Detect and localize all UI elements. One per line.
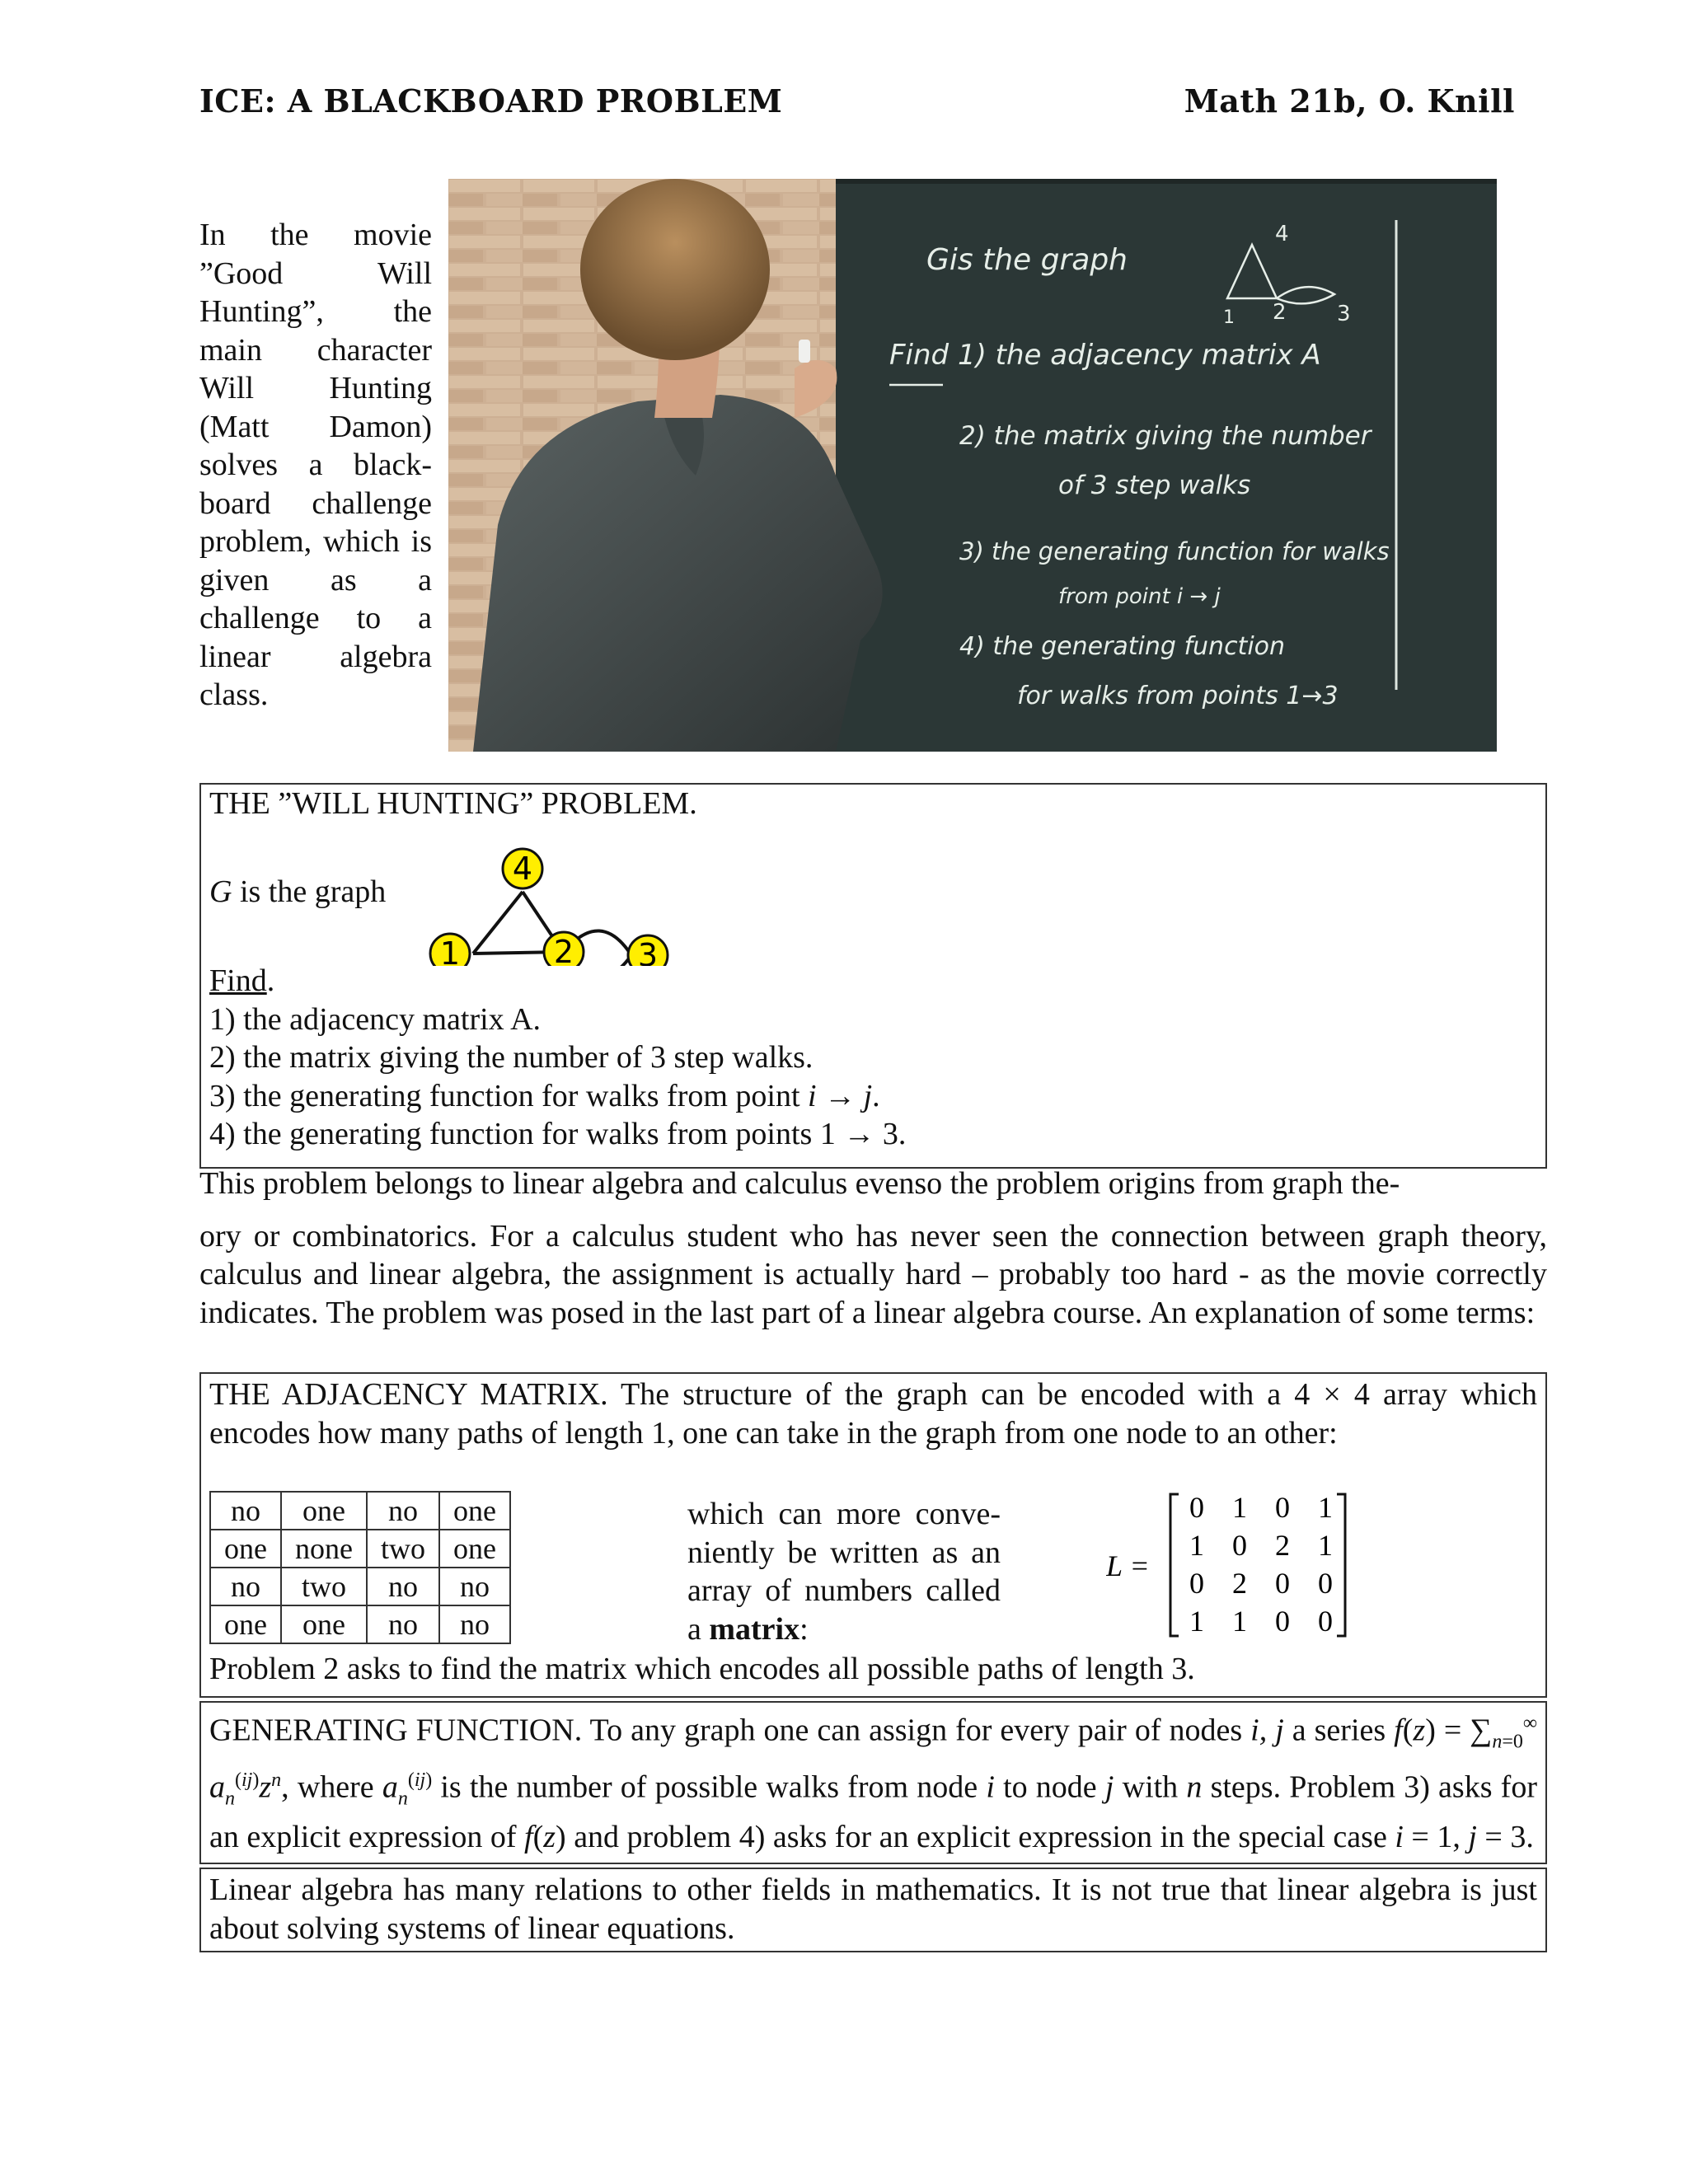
paragraph-rest: ory or combinatorics. For a calculus student who has never seen the connection between graph theory, calculus and linear algebra, the assignment is actually hard – probably too hard - as the movie correctly indicates. The problem was posed in the last part of a linear algebra course. An explanation of some terms: xyxy=(199,1218,1547,1330)
node-3-label: 3 xyxy=(637,937,659,966)
find-item-4: 4) the generating function for walks from points 1 → 3. xyxy=(209,1117,907,1151)
matrix-entry: 0 xyxy=(1189,1491,1204,1524)
find-word: Find xyxy=(209,963,267,998)
table-cell: one xyxy=(281,1605,367,1643)
matrix-entry: 1 xyxy=(1189,1529,1204,1562)
table-cell: no xyxy=(439,1568,510,1605)
edge-1-4 xyxy=(473,892,523,954)
table-row xyxy=(210,1605,510,1643)
matrix-entry: 1 xyxy=(1318,1529,1333,1562)
table-cell: one xyxy=(439,1530,510,1568)
problem-title: THE ”WILL HUNTING” PROBLEM. xyxy=(209,786,697,821)
matrix-bold-word: matrix xyxy=(709,1611,800,1647)
matrix-entry: 0 xyxy=(1275,1567,1290,1600)
matrix-right-bracket xyxy=(1337,1494,1345,1636)
explanation-paragraph xyxy=(199,1165,1547,1332)
chalk-label-4: 4 xyxy=(1275,222,1289,246)
adjacency-box xyxy=(199,1372,1547,1698)
adjacency-text: THE ADJACENCY MATRIX. The structure of the graph can be encoded with a 4 × 4 array which encodes how many paths of length 1, one can take in the graph from one node to an other: xyxy=(209,1377,1537,1451)
generating-text: GENERATING FUNCTION. To any graph one can assign for every pair of nodes i, j a series $f(z) = \sum_{n=0}^\infty$ $a_n^{(ij)}z^n$, where $a_n^{(ij)}$ is the number of possible walks from node i to node j with n steps. Problem 3) asks for an explicit expression of f(z) and problem 4) asks for an explicit expression in the special case i = 1, j = 3. xyxy=(209,1713,1538,1854)
matrix-entry: 1 xyxy=(1318,1491,1333,1524)
closing-box xyxy=(199,1868,1547,1952)
chalk-line-2: Find 1) the adjacency matrix A xyxy=(889,339,1321,372)
blackboard-photo xyxy=(448,179,1497,752)
chalk-line-3: 2) the matrix giving the number xyxy=(959,421,1372,451)
matrix-entry: 2 xyxy=(1275,1529,1290,1562)
closing-text: Linear algebra has many relations to other fields in mathematics. It is not true that linear algebra is just about solving systems of linear equations. xyxy=(209,1872,1537,1946)
matrix-entry: 1 xyxy=(1232,1605,1247,1638)
table-cell: one xyxy=(210,1530,281,1568)
find-suffix: . xyxy=(266,963,275,998)
matrix-entry: 0 xyxy=(1318,1567,1333,1600)
find-item-3: 3) the generating function for walks from point i → j. xyxy=(209,1078,880,1113)
matrix-conversion-text: which can more conve-niently be written as an array of numbers called a matrix: xyxy=(687,1497,1001,1647)
matrix-entry: 1 xyxy=(1232,1491,1247,1524)
table-cell: none xyxy=(281,1530,367,1568)
chalk-line-1: Gis the graph xyxy=(926,243,1128,277)
table-cell: no xyxy=(367,1605,439,1643)
intro-text: In the movie ”Good Will Hunting”, the main character Will Hunting (Matt Damon) solves a black-board challenge problem, which is given as a challenge to a linear algebra class. xyxy=(199,218,432,712)
find-item-2: 2) the matrix giving the number of 3 step walks. xyxy=(209,1040,814,1075)
header-title: ICE: A BLACKBOARD PROBLEM xyxy=(199,82,783,120)
header-course: Math 21b, O. Knill xyxy=(1184,82,1515,120)
matrix-entry: 0 xyxy=(1232,1529,1247,1562)
matrix-entry: 0 xyxy=(1275,1491,1290,1524)
table-cell: no xyxy=(367,1492,439,1530)
chalk-line-8: for walks from points 1→3 xyxy=(1017,682,1339,710)
graph-diagram xyxy=(407,809,762,966)
table-row xyxy=(210,1568,510,1605)
matrix-left-bracket xyxy=(1170,1494,1179,1636)
adjacency-footer: Problem 2 asks to find the matrix which encodes all possible paths of length 3. xyxy=(209,1652,1195,1686)
chalk-line-6: from point i → j xyxy=(1058,584,1221,609)
generating-function-box xyxy=(199,1701,1547,1864)
table-cell: no xyxy=(210,1568,281,1605)
chalk-label-3: 3 xyxy=(1337,302,1351,326)
node-1-label: 1 xyxy=(439,935,461,966)
chalk-label-1: 1 xyxy=(1223,307,1235,328)
table-cell: no xyxy=(210,1492,281,1530)
find-item-1: 1) the adjacency matrix A. xyxy=(209,1001,542,1037)
table-cell: one xyxy=(439,1492,510,1530)
table-cell: no xyxy=(439,1605,510,1643)
node-4-label: 4 xyxy=(512,851,533,887)
chalk-line-5: 3) the generating function for walks xyxy=(959,537,1390,565)
matrix-L xyxy=(1106,1489,1353,1652)
graph-label: G is the graph xyxy=(209,874,387,909)
paragraph-line-1: This problem belongs to linear algebra and calculus evenso the problem origins from graph the- xyxy=(199,1166,1400,1201)
chalk-label-2: 2 xyxy=(1273,300,1287,325)
matrix-label: L = xyxy=(1106,1549,1150,1582)
table-row xyxy=(210,1492,510,1530)
problem-box xyxy=(199,783,1547,1169)
table-cell: two xyxy=(281,1568,367,1605)
table-cell: one xyxy=(281,1492,367,1530)
adjacency-word-table xyxy=(209,1491,511,1644)
node-2-label: 2 xyxy=(553,934,574,966)
matrix-entry: 0 xyxy=(1318,1605,1333,1638)
matrix-entry: 0 xyxy=(1275,1605,1290,1638)
chalk-line-4: of 3 step walks xyxy=(1058,471,1251,500)
table-row xyxy=(210,1530,510,1568)
table-cell: one xyxy=(210,1605,281,1643)
matrix-entry: 2 xyxy=(1232,1567,1247,1600)
table-cell: no xyxy=(367,1568,439,1605)
table-cell: two xyxy=(367,1530,439,1568)
find-list xyxy=(209,962,906,1154)
chalk-line-7: 4) the generating function xyxy=(959,632,1286,661)
matrix-entry: 0 xyxy=(1189,1567,1204,1600)
matrix-entry: 1 xyxy=(1189,1605,1204,1638)
